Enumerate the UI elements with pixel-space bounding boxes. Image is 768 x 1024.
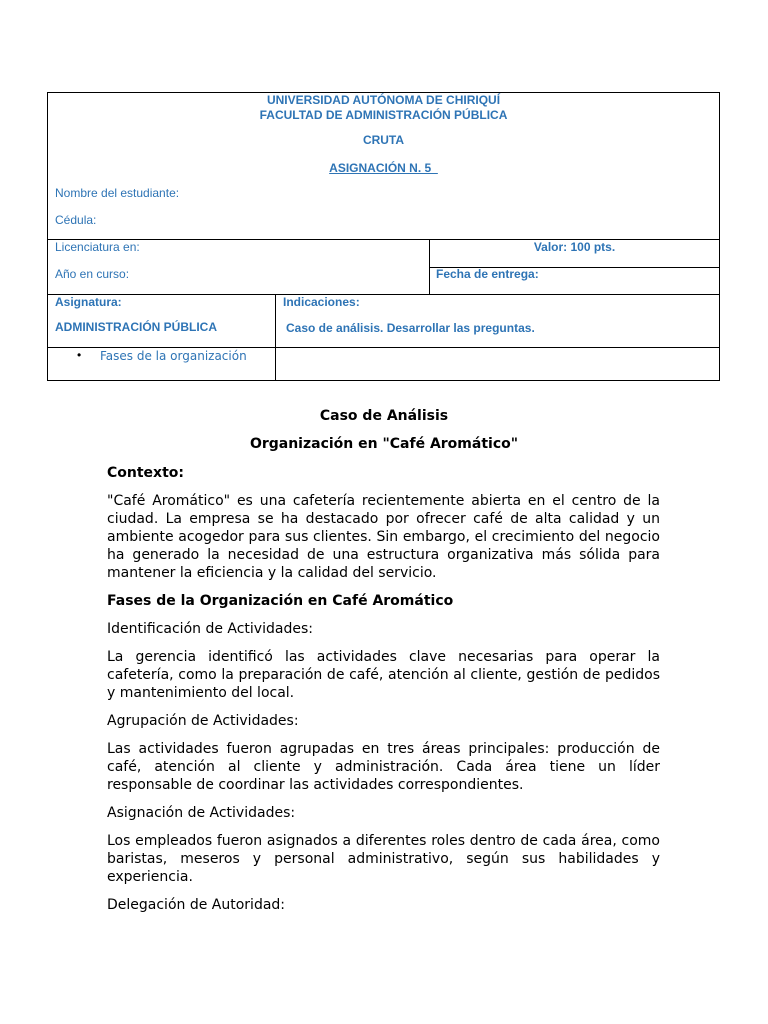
instructions-value: Caso de análisis. Desarrollar las preguntas. bbox=[286, 321, 535, 335]
section-paragraph: Las actividades fueron agrupadas en tres áreas principales: producción de café, atención al cliente y administración. Cada área tiene un líder responsable de coordinar las actividades correspondientes. bbox=[107, 741, 660, 793]
section-heading: Asignación de Actividades: bbox=[107, 805, 296, 821]
topic-bullet: Fases de la organización bbox=[100, 349, 247, 363]
university-name: UNIVERSIDAD AUTÓNOMA DE CHIRIQUÍ bbox=[266, 93, 501, 107]
instructions-label: Indicaciones: bbox=[283, 295, 360, 309]
due-date-label: Fecha de entrega: bbox=[436, 267, 539, 281]
table-divider bbox=[275, 294, 276, 381]
year-label: Año en curso: bbox=[55, 267, 130, 281]
id-label: Cédula: bbox=[55, 213, 97, 227]
header-table bbox=[47, 92, 720, 381]
bullet-icon: • bbox=[77, 348, 82, 362]
subject-value: ADMINISTRACIÓN PÚBLICA bbox=[55, 320, 217, 334]
assignment-title-wrap bbox=[48, 161, 719, 175]
degree-label: Licenciatura en: bbox=[55, 240, 140, 254]
campus-name: CRUTA bbox=[362, 133, 405, 147]
section-heading: Identificación de Actividades: bbox=[107, 621, 313, 637]
section-heading: Agrupación de Actividades: bbox=[107, 713, 299, 729]
phases-heading: Fases de la Organización en Café Aromático bbox=[107, 593, 454, 609]
value-label: Valor: 100 pts. bbox=[533, 240, 616, 254]
student-name-label: Nombre del estudiante: bbox=[55, 186, 180, 200]
table-divider bbox=[48, 294, 719, 295]
section-paragraph: La gerencia identificó las actividades clave necesarias para operar la cafetería, como la preparación de café, atención al cliente, gestión de pedidos y mantenimiento del local. bbox=[107, 649, 660, 701]
section-heading: Delegación de Autoridad: bbox=[107, 897, 286, 913]
table-divider bbox=[48, 347, 719, 348]
context-heading: Contexto: bbox=[107, 465, 184, 481]
section-paragraph: Los empleados fueron asignados a diferentes roles dentro de cada área, como baristas, meseros y personal administrativo, según sus habilidades y experiencia. bbox=[107, 833, 660, 885]
assignment-title: ASIGNACIÓN N. 5 bbox=[329, 161, 438, 175]
context-paragraph: "Café Aromático" es una cafetería recientemente abierta en el centro de la ciudad. La empresa se ha destacado por ofrecer café de alta calidad y un ambiente acogedor para sus clientes. Sin embargo, el crecimiento del negocio ha generado la necesidad de una estructura organizativa más sólida para mantener la eficiencia y la calidad del servicio. bbox=[107, 493, 660, 581]
faculty-name: FACULTAD DE ADMINISTRACIÓN PÚBLICA bbox=[259, 108, 508, 122]
document-subtitle: Organización en "Café Aromático" bbox=[249, 436, 519, 452]
document-title: Caso de Análisis bbox=[319, 408, 449, 424]
subject-label: Asignatura: bbox=[55, 295, 122, 309]
